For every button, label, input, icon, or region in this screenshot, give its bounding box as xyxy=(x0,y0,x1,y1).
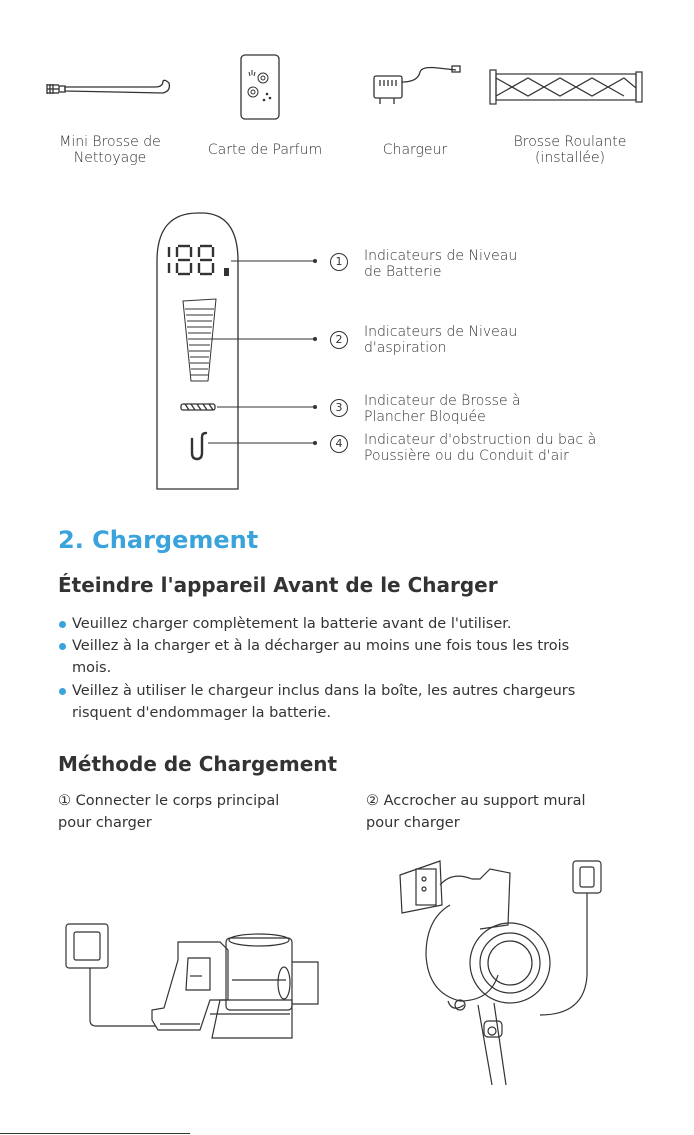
accessory-label-charger: Chargeur xyxy=(382,142,448,158)
battery-level-display xyxy=(169,246,213,274)
step-2-text: ② Accrocher au support mural pour charger xyxy=(366,793,586,831)
charger-icon xyxy=(368,62,463,107)
indicator-number-4: 4 xyxy=(330,435,348,453)
indicator-number-2: 2 xyxy=(330,331,348,349)
fragrance-card-icon xyxy=(240,54,280,120)
indicator-label-4: Indicateur d'obstruction du bac à Poussière ou du Conduit d'air xyxy=(364,432,597,464)
method-title: Méthode de Chargement xyxy=(58,752,338,776)
bullet-item: Veuillez charger complètement la batterie avant de l'utiliser. xyxy=(72,616,512,632)
accessory-label-brush: Mini Brosse de Nettoyage xyxy=(59,134,161,166)
indicator-label-3: Indicateur de Brosse à Plancher Bloquée xyxy=(364,393,521,425)
section-subtitle: Éteindre l'appareil Avant de le Charger xyxy=(58,573,498,597)
bullet-dot xyxy=(59,688,66,695)
bullet-dot xyxy=(59,621,66,628)
bullet-item: Veillez à utiliser le chargeur inclus dans la boîte, les autres chargeurs risquent d'endommager la batterie. xyxy=(72,683,576,721)
main-body-charging-illustration xyxy=(60,920,340,1050)
bullet-item: Veillez à la charger et à la décharger au moins une fois tous les trois mois. xyxy=(72,638,570,676)
accessory-label-roller: Brosse Roulante (installée) xyxy=(513,134,627,166)
step-1-text: ① Connecter le corps principal pour charger xyxy=(58,793,280,831)
roller-blocked-icon xyxy=(181,404,215,410)
indicator-number-3: 3 xyxy=(330,399,348,417)
airflow-obstruction-icon xyxy=(192,433,206,459)
section-title: 2. Chargement xyxy=(58,526,259,554)
bottom-divider xyxy=(0,1133,190,1134)
display-panel xyxy=(150,205,350,495)
bullet-dot xyxy=(59,643,66,650)
suction-level-bars xyxy=(183,299,216,381)
indicator-label-2: Indicateurs de Niveau d'aspiration xyxy=(364,324,518,356)
wall-mount-charging-illustration xyxy=(380,855,620,1090)
roller-brush-icon xyxy=(488,68,648,108)
indicator-label-1: Indicateurs de Niveau de Batterie xyxy=(364,248,518,280)
accessory-label-fragrance: Carte de Parfum xyxy=(207,142,323,158)
cleaning-brush-icon xyxy=(45,75,175,105)
indicator-number-1: 1 xyxy=(330,253,348,271)
